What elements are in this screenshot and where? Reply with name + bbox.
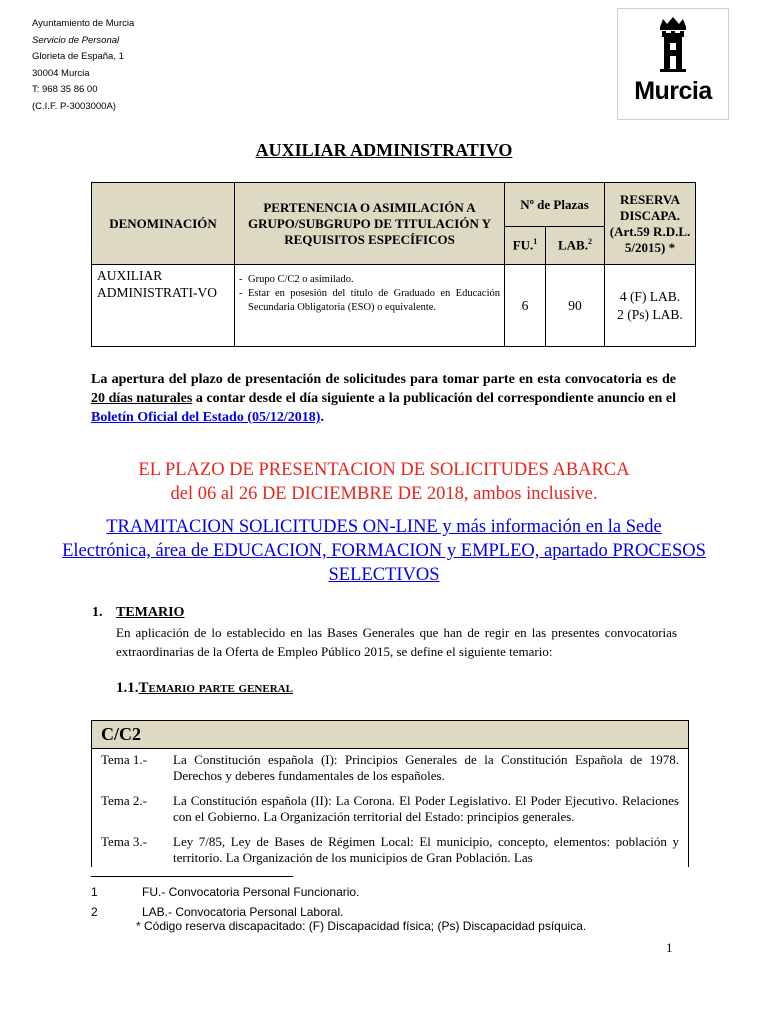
section-number: 1. <box>92 605 103 620</box>
cif: (C.I.F. P-3003000A) <box>32 100 116 112</box>
tema-label: Tema 1.- <box>101 752 148 767</box>
footnote-2-number: 2 <box>91 905 98 919</box>
requirement-text: Estar en posesión del título de Graduado en Educación Secundaria Obligatoria (ESO) o equivalente. <box>248 288 500 313</box>
online-processing-link[interactable]: TRAMITACION SOLICITUDES ON-LINE y más información en la Sede Electrónica, área de EDUCACION, FORMACION y EMPLEO, apartado PROCESOS SELECTIVOS <box>62 517 706 585</box>
header-fu <box>505 227 546 265</box>
org-name: Ayuntamiento de Murcia <box>32 18 135 29</box>
deadline-line: del 06 al 26 DE DICIEMBRE DE 2018, ambos inclusive. <box>170 484 598 504</box>
footnote-divider <box>91 876 293 877</box>
requirement-text: Grupo C/C2 o asimilado. <box>248 274 354 285</box>
reserva-line: 2 (Ps) LAB. <box>617 306 683 322</box>
row-lab: 90 <box>546 265 605 347</box>
tema-label: Tema 3.- <box>101 834 148 849</box>
tema-row <box>92 831 688 865</box>
row-denominacion: AUXILIAR ADMINISTRATI-VO <box>92 265 235 347</box>
row-requisitos <box>235 265 505 347</box>
deadline-notice <box>60 458 708 506</box>
tema-text: Ley 7/85, Ley de Bases de Régimen Local: El municipio, concepto, elementos: población y territorio. La Organización de los municipios de Gran Población. Las <box>173 834 679 865</box>
section-1-1-heading <box>116 680 293 697</box>
logo-text: Murcia <box>634 77 712 105</box>
footnote-1-text: FU.- Convocatoria Personal Funcionario. <box>142 885 360 899</box>
header-lab-label: LAB. <box>558 237 588 253</box>
requirement-item: - Grupo C/C2 o asimilado. <box>239 274 354 285</box>
page-number: 1 <box>666 940 673 955</box>
murcia-logo <box>617 8 729 120</box>
footnote-ref-2: 2 <box>587 237 592 247</box>
temario-table <box>91 720 689 867</box>
tema-row <box>92 790 688 824</box>
notice-text: a contar desde el día siguiente a la publicación del correspondiente anuncio en el <box>192 391 676 406</box>
footnote-ref-1: 1 <box>533 237 538 247</box>
header-plazas: Nº de Plazas <box>505 183 605 227</box>
tema-text: La Constitución española (I): Principios Generales de la Constitución Española de 1978. Derechos y deberes fundamentales de los españoles. <box>173 752 679 783</box>
deadline-line: EL PLAZO DE PRESENTACION DE SOLICITUDES ABARCA <box>138 460 630 480</box>
tema-text: La Constitución española (II): La Corona. El Poder Legislativo. El Poder Ejecutivo. Relaciones con el Gobierno. La Organización territorial del Estado: principios generales. <box>173 793 679 824</box>
service-name: Servicio de Personal <box>32 34 120 46</box>
header-pertenencia: PERTENENCIA O ASIMILACIÓN A GRUPO/SUBGRUPO DE TITULACIÓN Y REQUISITOS ESPECÍFICOS <box>235 183 505 265</box>
document-title: AUXILIAR ADMINISTRATIVO <box>255 140 513 160</box>
section-1-body: En aplicación de lo establecido en las Bases Generales que han de regir en las presentes convocatorias extraordinarias de la Oferta de Empleo Público 2015, se define el siguiente temario: <box>116 625 677 659</box>
footnote-disability-codes: * Código reserva discapacitado: (F) Discapacidad física; (Ps) Discapacidad psíquica. <box>136 919 587 933</box>
header-lab <box>546 227 605 265</box>
sender-address <box>32 16 134 115</box>
city: 30004 Murcia <box>32 67 90 79</box>
row-reserva <box>605 265 696 347</box>
section-title: Temario parte general <box>138 680 293 696</box>
reserva-line: 4 (F) LAB. <box>619 288 681 304</box>
section-number: 1.1. <box>116 680 139 696</box>
phone: T: 968 35 86 00 <box>32 84 98 95</box>
boe-link[interactable]: Boletín Oficial del Estado (05/12/2018) <box>91 410 321 425</box>
footnote-1-number: 1 <box>91 885 98 899</box>
row-fu: 6 <box>505 265 546 347</box>
section-1-heading <box>92 605 185 621</box>
header-denominacion: DENOMINACIÓN <box>92 183 235 265</box>
requirement-item: - Estar en posesión del título de Graduado en Educación Secundaria Obligatoria (ESO) o equivalente. <box>239 288 500 313</box>
footnote-2-text: LAB.- Convocatoria Personal Laboral. <box>142 905 344 919</box>
section-title: TEMARIO <box>116 605 185 620</box>
header-reserva: RESERVA DISCAPA. (Art.59 R.D.L. 5/2015) * <box>605 183 696 265</box>
notice-paragraph <box>91 370 676 427</box>
tema-label: Tema 2.- <box>101 793 148 808</box>
notice-text: . <box>320 410 324 425</box>
notice-days: 20 días naturales <box>91 391 193 406</box>
temario-group: C/C2 <box>92 721 688 749</box>
notice-text: La apertura del plazo de presentación de solicitudes para tomar parte en esta convocatoria es de <box>91 372 676 387</box>
places-table <box>91 182 696 347</box>
header-fu-label: FU. <box>512 237 534 253</box>
street: Glorieta de España, 1 <box>32 51 124 62</box>
tema-row <box>92 749 688 783</box>
